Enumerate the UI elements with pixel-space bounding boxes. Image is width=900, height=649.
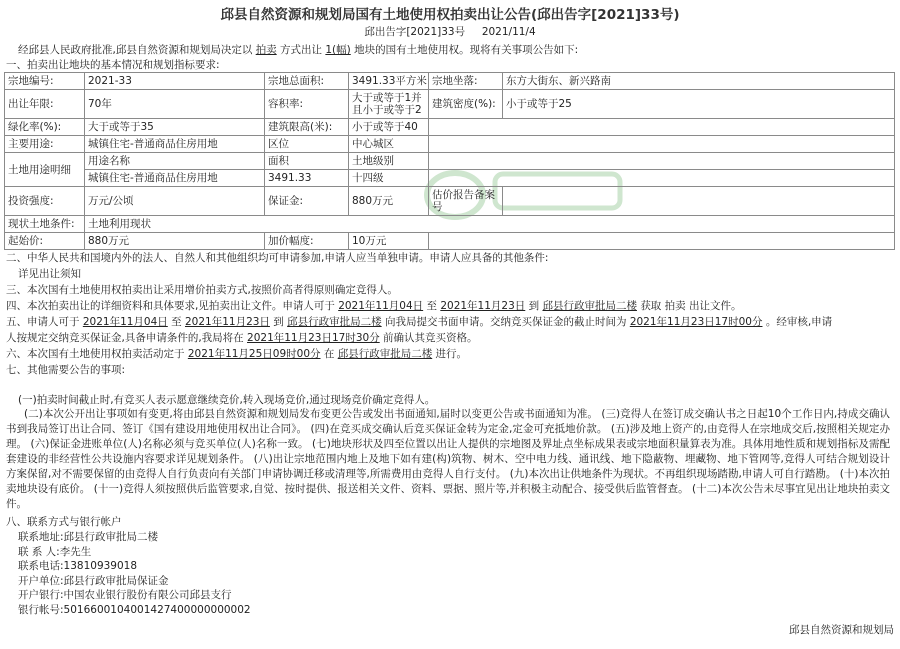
table-cell: 十四级	[349, 170, 429, 187]
table-cell: 宗地坐落:	[429, 73, 503, 90]
table-cell: 宗地编号:	[5, 73, 85, 90]
table-cell: 用途名称	[85, 153, 265, 170]
s4-text: 到	[528, 300, 540, 312]
s6-text: 在	[323, 348, 335, 360]
table-cell: 2021-33	[85, 73, 265, 90]
contact-row	[18, 559, 251, 574]
table-cell: 区位	[265, 136, 349, 153]
table-cell: 保证金:	[265, 187, 349, 216]
section-4	[6, 298, 742, 313]
table-cell: 土地用途明细	[5, 153, 85, 187]
contact-label: 联系电话:	[18, 560, 64, 573]
intro-text-3: 地块的国有土地使用权。现将有关事项公告如下:	[354, 44, 579, 56]
s4-text: 四、本次拍卖出让的详细资料和具体要求,见拍卖出让文件。申请人可于	[6, 300, 335, 312]
s4-place: 邱县行政审批局二楼	[542, 300, 637, 312]
table-row	[5, 187, 895, 216]
contact-value: 李先生	[59, 545, 92, 558]
s5-text: 到	[273, 316, 284, 328]
s5-text: 至	[171, 316, 182, 328]
s4-end-date: 2021年11月23日	[440, 300, 526, 312]
contact-label: 联 系 人:	[18, 545, 60, 558]
table-cell: 万元/公顷	[85, 187, 265, 216]
table-cell: 容积率:	[265, 90, 349, 119]
intro-paragraph	[18, 42, 578, 57]
table-cell: 起始价:	[5, 233, 85, 250]
contact-row	[18, 530, 251, 545]
intro-text-2: 方式出让	[280, 44, 323, 56]
section-7-items: (二)本次公开出让事项如有变更,将由邱县自然资源和规划局发布变更公告或发出书面通知,届时以变更公告或书面通知为准。 (三)竞得人在签订成交确认书之日起10个工作日内,持成交确认书到我局签订出让合同、签订《国有建设用地使用权出让合同》。 (四)在竞买成交确认后竞买保证金转为定金,定金可充抵地价款。 (五)涉及地上资产的,由竞得人在宗地成交后,按照相关规定办理。 (六)保证金进账单位(人)名称必须与竞买单位(人)名称一致。 (七)地块形状及四至位置以出让人提供的宗地图及界址点坐标成果表或宗地面积量算表为准。具体用地性质和规划指标及需配套建设的非经营性公共设施内容要求详见规划条件。 (八)出让宗地范围内地上及地下如有建(构)筑物、树木、空中电力线、通讯线、地下隐蔽物、埋藏物、地下管网等,竞得人可结合规划设计方案保留,对不需要保留的由竞得人自行负责向有关部门申请协调迁移或清理等,所需费用由竞得人自行支付。 (九)本次出让供地条件为现状。不再组织现场踏勘,申请人可自行踏勘。 (十)本次拍卖地块设有底价。 (十一)竞得人须按照供后监管要求,自觉、按时提供、报送相关文件、资料、票据、照片等,并积极主动配合、接受供后监管督查。 (十二)本次公告未尽事宜见出让地块拍卖文件。	[6, 408, 890, 510]
table-cell: 880万元	[85, 233, 265, 250]
s5-start-date: 2021年11月04日	[82, 316, 168, 328]
land-info-table	[4, 72, 895, 250]
s5-text: 人按规定交纳竞买保证金,具备申请条件的,我局将在	[6, 332, 244, 344]
notice-title: 邱县自然资源和规划局国有土地使用权拍卖出让公告(邱出告字[2021]33号)	[220, 7, 680, 23]
contact-row	[18, 603, 251, 618]
table-cell: 估价报告备案号	[429, 187, 503, 216]
s4-text: 获取 拍卖 出让文件。	[640, 300, 742, 312]
s5-confirm-date: 2021年11月23日17时30分	[247, 332, 380, 344]
section-2-sub: 详见出让须知	[18, 268, 81, 280]
s4-start-date: 2021年11月04日	[338, 300, 424, 312]
table-cell: 出让年限:	[5, 90, 85, 119]
section-5-line-2	[6, 330, 478, 345]
table-cell: 建筑限高(米):	[265, 119, 349, 136]
section-8-heading: 八、联系方式与银行帐户	[6, 516, 122, 528]
contact-label: 开户单位:	[18, 574, 64, 587]
contact-row	[18, 588, 251, 603]
s6-place: 邱县行政审批局二楼	[337, 348, 433, 360]
table-cell: 绿化率(%):	[5, 119, 85, 136]
contact-label: 联系地址:	[18, 531, 64, 543]
table-cell: 中心城区	[349, 136, 429, 153]
table-cell: 东方大街东、新兴路南	[503, 73, 895, 90]
table-cell: 土地利用现状	[85, 216, 895, 233]
s5-deadline: 2021年11月23日17时00分	[629, 316, 763, 328]
contact-value: 5016600104001427400000000002	[63, 603, 251, 616]
table-row	[5, 216, 895, 233]
contact-label: 开户银行:	[18, 589, 64, 602]
table-cell: 面积	[265, 153, 349, 170]
table-row	[5, 233, 895, 250]
table-cell: 10万元	[349, 233, 429, 250]
s6-text: 六、本次国有土地使用权拍卖活动定于	[6, 348, 185, 360]
table-cell: 加价幅度:	[265, 233, 349, 250]
s6-text: 进行。	[435, 348, 468, 360]
intro-method: 拍卖	[255, 44, 277, 56]
doc-number: 邱出告字[2021]33号	[364, 26, 466, 38]
section-3: 三、本次国有土地使用权拍卖出让采用增价拍卖方式,按照价高者得原则确定竞得人。	[6, 284, 398, 296]
s5-place: 邱县行政审批局二楼	[287, 316, 382, 328]
contact-value: 邱县行政审批局保证金	[63, 574, 169, 587]
table-cell: 880万元	[349, 187, 429, 216]
section-1-heading: 一、拍卖出让地块的基本情况和规划指标要求:	[6, 59, 220, 71]
table-cell: 3491.33	[265, 170, 349, 187]
contact-label: 银行帐号:	[18, 603, 64, 616]
section-7-heading: 七、其他需要公告的事项:	[6, 364, 126, 376]
table-row	[5, 136, 895, 153]
section-7-item-1: (一)拍卖时间截止时,有竞买人表示愿意继续竞价,转入现场竞价,通过现场竞价确定竞得人。	[18, 394, 436, 406]
section-6	[6, 346, 467, 361]
table-cell: 大于或等于35	[85, 119, 265, 136]
s5-text: 前确认其竞买资格。	[383, 332, 478, 344]
intro-count: 1(幅)	[325, 44, 351, 56]
intro-text-1: 经邱县人民政府批准,邱县自然资源和规划局决定以	[18, 44, 253, 56]
s6-auction-date: 2021年11月25日09时00分	[187, 348, 321, 360]
doc-date: 2021/11/4	[481, 26, 536, 38]
s5-text: 五、申请人可于	[6, 316, 80, 328]
table-cell: 70年	[85, 90, 265, 119]
table-row	[5, 73, 895, 90]
s5-text: 向我局提交书面申请。交纳竞买保证金的截止时间为	[384, 316, 627, 328]
s5-end-date: 2021年11月23日	[184, 316, 270, 328]
table-row	[5, 153, 895, 170]
table-cell: 小于或等于25	[503, 90, 895, 119]
table-cell	[429, 153, 895, 170]
table-cell	[429, 233, 895, 250]
table-cell: 现状土地条件:	[5, 216, 85, 233]
table-cell	[503, 187, 895, 216]
table-cell: 3491.33平方米	[349, 73, 429, 90]
table-cell: 宗地总面积:	[265, 73, 349, 90]
table-cell	[429, 170, 895, 187]
s5-text: 。经审核,申请	[765, 316, 833, 328]
table-row	[5, 170, 895, 187]
table-row	[5, 90, 895, 119]
section-2: 二、中华人民共和国境内外的法人、自然人和其他组织均可申请参加,申请人应当单独申请。申请人应具备的其他条件:	[6, 252, 549, 264]
table-cell: 城镇住宅-普通商品住房用地	[85, 170, 265, 187]
contact-value: 邱县行政审批局二楼	[63, 531, 159, 543]
contact-value: 中国农业银行股份有限公司邱县支行	[63, 589, 232, 602]
table-row	[5, 119, 895, 136]
table-cell: 投资强度:	[5, 187, 85, 216]
table-cell: 土地级别	[349, 153, 429, 170]
section-5-line-1	[6, 314, 832, 329]
table-cell: 建筑密度(%):	[429, 90, 503, 119]
contact-value: 13810939018	[63, 560, 138, 573]
table-cell: 城镇住宅-普通商品住房用地	[85, 136, 265, 153]
contact-row	[18, 545, 251, 560]
table-cell: 主要用途:	[5, 136, 85, 153]
s4-text: 至	[426, 300, 437, 312]
issuer-signature: 邱县自然资源和规划局	[789, 624, 894, 636]
table-cell: 大于或等于1并且小于或等于2	[349, 90, 429, 119]
table-cell	[429, 119, 895, 136]
doc-number-date	[0, 24, 900, 39]
table-cell: 小于或等于40	[349, 119, 429, 136]
contact-block	[18, 530, 251, 618]
table-cell	[429, 136, 895, 153]
contact-row	[18, 574, 251, 589]
